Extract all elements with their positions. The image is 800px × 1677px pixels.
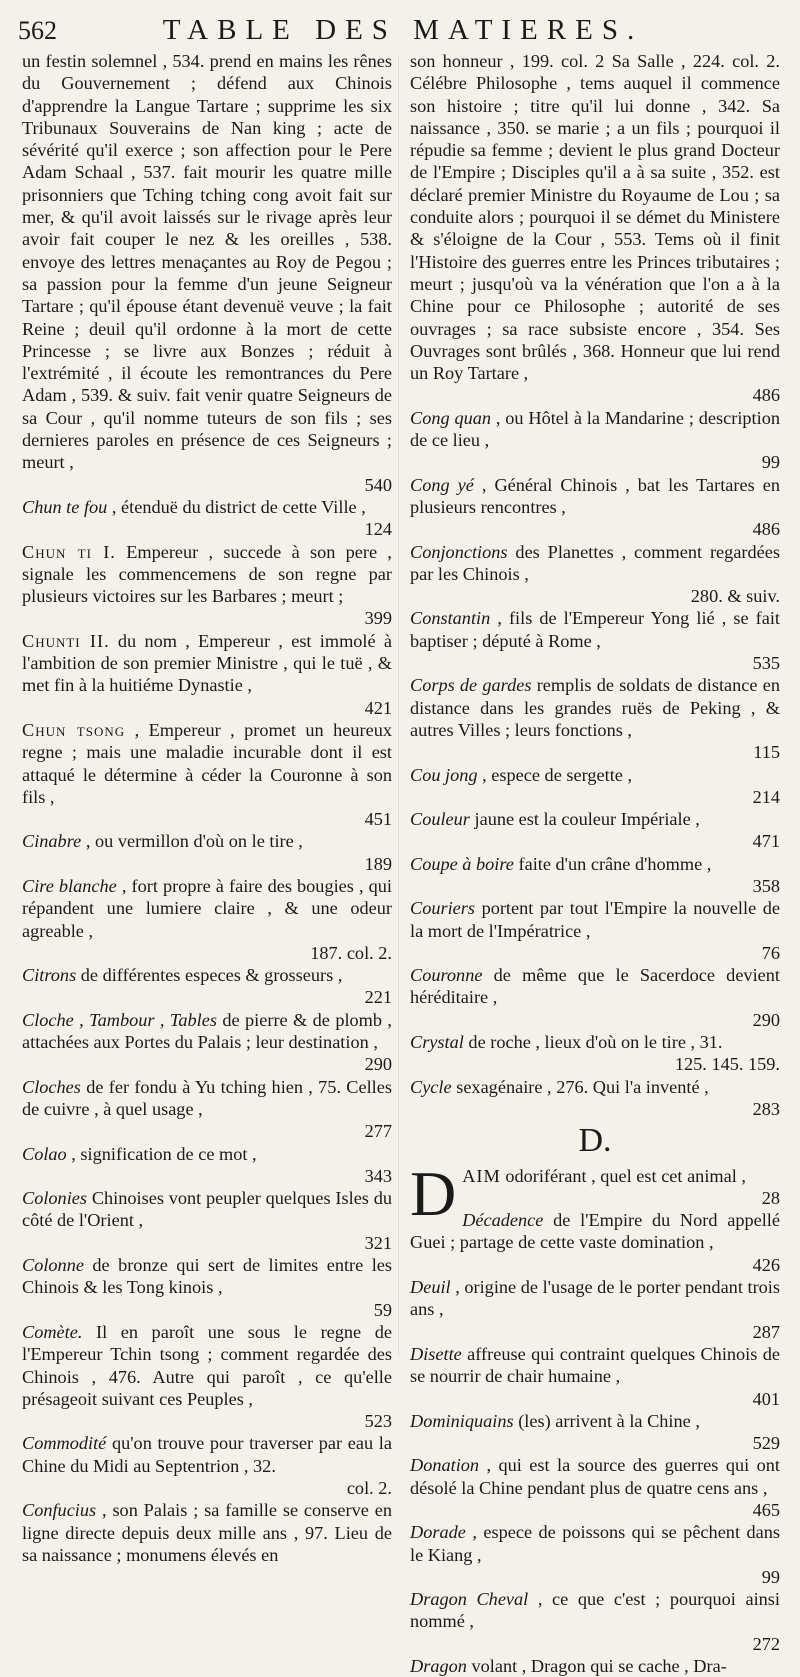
index-entry (22, 1254, 392, 1321)
index-entry (410, 897, 780, 964)
entry-text: affreuse qui contraint quelques Chinois de se nourrir de chair humaine , (410, 1343, 780, 1387)
entry-headword: Cire blanche (22, 875, 117, 896)
entry-page-reference: 187. col. 2. (310, 942, 392, 963)
entry-text: de différentes especes & grosseurs , (80, 965, 343, 986)
entry-page-reference: 221 (364, 987, 392, 1008)
entry-headword: Disette (410, 1343, 462, 1364)
index-entry (410, 541, 780, 608)
entry-page-reference: 287 (752, 1321, 780, 1342)
index-entry (410, 1276, 780, 1343)
entry-headword: Cloches (22, 1076, 81, 1097)
entry-headword: Cou jong (410, 764, 478, 785)
index-entry (22, 830, 392, 875)
index-entry (410, 1655, 780, 1677)
index-entry (410, 607, 780, 674)
entry-headword: Corps de gardes (410, 675, 532, 696)
entry-headword: Chun tsong (22, 719, 126, 740)
entry-page-reference: 465 (752, 1500, 780, 1520)
entry-headword: Colonne (22, 1255, 84, 1276)
entry-headword: AIM (462, 1165, 501, 1186)
entry-text: , signification de ce mot , (71, 1143, 257, 1164)
entry-headword: Confucius (22, 1500, 97, 1521)
page-header (18, 14, 788, 54)
index-entry (410, 474, 780, 541)
entry-page-reference: 358 (752, 875, 780, 896)
entry-text: , Général Chinois , bat les Tartares en plusieurs rencontres , (410, 474, 780, 517)
index-entry (410, 50, 780, 407)
index-entry (22, 1009, 392, 1076)
entry-headword: Crystal (410, 1032, 464, 1053)
index-entry (410, 853, 780, 898)
entry-headword: Couronne (410, 965, 483, 986)
index-entry (410, 1209, 780, 1276)
entry-page-reference: 59 (373, 1299, 392, 1320)
index-entry (22, 496, 392, 541)
entry-headword: Colonies (22, 1188, 88, 1209)
entry-text: un festin solemnel , 534. prend en mains les rênes du Gouvernement ; défend aux Chinois d'apprendre la Langue Tartare ; supprime les six Tribunaux Souverains de Nan king ; acte de sévérité qu'il exerce ; son affection pour le Pere Adam Schaal , 537. fait mourir les quatre mille prisonniers que Tching tching cong avoit fait sur mer, & qu'il avoit laissés sur le rivage après leur avoir fait couper le nez & les oreilles , 538. envoye des lettres menaçantes au Roy de Pegou ; sa passion pour la femme d'un jeune Seigneur Tartare ; qu'il épouse étant devenuë veuve ; la fait Reine ; deuil qu'il ordonne à la mort de cette Princesse ; se livre aux Bonzes ; réduit à l'extrémité , il écoute les remontrances du Pere Adam , 539. & suiv. fait venir quatre Seigneurs de sa Cour , qu'il nomme tuteurs de son fils ; ses dernieres paroles en présence de ces Seigneurs ; meurt , (22, 51, 392, 473)
index-entry (22, 719, 392, 830)
entry-page-reference: 426 (752, 1254, 780, 1275)
index-entry (22, 875, 392, 964)
entry-page-reference: 343 (364, 1165, 392, 1186)
index-entry (410, 674, 780, 763)
entry-page-reference: 523 (364, 1411, 392, 1432)
left-column (22, 50, 392, 1566)
entry-headword: Cloche , Tambour , Tables (22, 1009, 217, 1030)
entry-headword: Dragon Cheval (410, 1589, 529, 1610)
entry-page-reference: 535 (752, 653, 780, 674)
index-entry (410, 407, 780, 474)
entry-page-reference: 124 (364, 519, 392, 540)
entry-text: portent par tout l'Empire la nouvelle de la mort de l'Impératrice , (410, 898, 780, 941)
entry-page-reference: 321 (364, 1232, 392, 1253)
entry-page-reference: 214 (752, 786, 780, 807)
entry-headword: Citrons (22, 965, 77, 986)
index-entry (410, 1588, 780, 1655)
entry-headword: Comète. (22, 1321, 83, 1342)
index-entry (410, 1076, 780, 1121)
entry-text: faite d'un crâne d'homme , (518, 853, 712, 874)
entry-text: Il en paroît une sous le regne de l'Empereur Tchin tsong ; comment regardée des Chinois , 476. Autre qui paroît , ce qu'elle présageoit suivant ces Peuples , (22, 1321, 392, 1409)
entry-headword: Décadence (462, 1210, 544, 1231)
entry-text: de fer fondu à Yu tching hien , 75. Celles de cuivre , à quel usage , (22, 1076, 392, 1119)
entry-page-reference: 277 (364, 1121, 392, 1142)
entry-headword: Conjonctions (410, 541, 508, 562)
right-column-d-entries (410, 1157, 780, 1677)
entry-text: sexagénaire , 276. Qui l'a inventé , (456, 1076, 709, 1097)
entry-headword: Chun ti I. (22, 541, 116, 562)
entry-headword: Constantin (410, 608, 491, 629)
entry-headword: Cinabre (22, 831, 82, 852)
index-entry (410, 1410, 780, 1455)
entry-text: son honneur , 199. col. 2 Sa Salle , 224. col. 2. Célébre Philosophe , tems auquel il commence son histoire ; titre qu'il lui donne , 342. Sa naissance , 350. se marie ; a un fils ; pourquoi il répudie sa femme ; devient le plus grand Docteur de l'Empire ; Disciples qu'il a à sa suite , 352. est déclaré premier Ministre du Royaume de Lou ; sa conduite alors ; pourquoi il se démet du Ministere & s'éloigne de la Cour , 553. Tems où il finit l'Histoire des guerres entre les Princes tributaires ; meurt ; jusqu'où va la vénération que l'on a à la Chine pour ce Philosophe ; autorité de ses ouvrages ; sa race subsiste encore , 354. Ses Ouvrages sont brûlés , 368. Honneur que lui rend un Roy Tartare , (410, 51, 780, 384)
entry-headword: Cong quan (410, 407, 492, 428)
entry-page-reference: col. 2. (346, 1478, 392, 1498)
drop-cap-letter: D (410, 1157, 457, 1229)
index-entry (410, 964, 780, 1031)
index-entry (22, 1076, 392, 1143)
index-entry (410, 1521, 780, 1588)
entry-headword: Chunti II. (22, 630, 110, 651)
entry-text: des Planettes , comment regardées par les Chinois , (410, 541, 780, 584)
entry-text: odoriférant , quel est cet animal , (505, 1165, 746, 1186)
entry-page-reference: 540 (364, 474, 392, 495)
page-number: 562 (18, 16, 57, 45)
index-entry (22, 541, 392, 630)
entry-text: jaune est la couleur Impériale , (474, 809, 700, 830)
right-column (410, 50, 780, 1677)
index-entry (22, 964, 392, 1009)
entry-page-reference: 115 (753, 742, 780, 763)
entry-text: , espece de poissons qui se pêchent dans le Kiang , (410, 1522, 780, 1565)
index-entry (410, 1031, 780, 1076)
entry-headword: Dragon (410, 1656, 467, 1677)
entry-page-reference: 280. & suiv. (690, 586, 780, 607)
entry-page-reference: 283 (752, 1098, 780, 1119)
entry-page-reference: 486 (752, 385, 780, 406)
entry-text: , fils de l'Empereur Yong lié , se fait baptiser ; député à Rome , (410, 608, 780, 651)
entry-text: de même que le Sacerdoce devient héréditaire , (410, 965, 780, 1008)
entry-page-reference: 28 (761, 1187, 780, 1208)
entry-headword: Cycle (410, 1076, 452, 1097)
entry-text: , ce que c'est ; pourquoi ainsi nommé , (410, 1589, 780, 1632)
entry-headword: Dorade (410, 1522, 466, 1543)
entry-page-reference: 529 (752, 1433, 780, 1454)
index-entry (22, 630, 392, 719)
entry-headword: Colao (22, 1143, 67, 1164)
index-entry (410, 1454, 780, 1521)
entry-text: Chinoises vont peupler quelques Isles du côté de l'Orient , (22, 1188, 392, 1231)
entry-page-reference: 76 (761, 942, 780, 963)
index-entry (22, 1143, 392, 1188)
entry-text: , fort propre à faire des bougies , qui répandent une lumiere claire , & une odeur agreable , (22, 875, 392, 941)
entry-headword: Deuil (410, 1277, 451, 1298)
index-entry (410, 1343, 780, 1410)
entry-headword: Cong yé (410, 474, 474, 495)
entry-text: , étenduë du district de cette Ville , (111, 496, 366, 517)
entry-headword: Dominiquains (410, 1410, 514, 1431)
entry-text: du nom , Empereur , est immolé à l'ambition de son premier Ministre , qui le tuë , & met fin à la huitiéme Dynastie , (22, 630, 392, 696)
running-title: TABLE DES MATIERES. (162, 14, 644, 46)
entry-page-reference: 125. 145. 159. (674, 1054, 780, 1075)
entry-page-reference: 99 (761, 1566, 780, 1587)
entry-text: remplis de soldats de distance en distance dans les grandes ruës de Peking , & autres Villes ; leurs fonctions , (410, 675, 780, 740)
entry-text: qu'on trouve pour traverser par eau la Chine du Midi au Septentrion , 32. (22, 1433, 392, 1476)
entry-text: , son Palais ; sa famille se conserve en ligne directe depuis deux mille ans , 97. Lieu de sa naissance ; monumens élevés en (22, 1500, 392, 1565)
entry-headword: Chun te fou (22, 496, 108, 517)
section-letter-d: D. (578, 1122, 612, 1160)
entry-page-reference: 290 (752, 1009, 780, 1030)
index-entry (22, 1321, 392, 1432)
entry-text: , espece de sergette , (482, 764, 633, 785)
index-entry (410, 808, 780, 853)
entry-text: , Empereur , promet un heureux regne ; mais une maladie incurable dont il est attaqué le détermine à céder la Couronne à son fils , (22, 719, 393, 807)
entry-headword: Coupe à boire (410, 853, 514, 874)
index-entry (22, 1187, 392, 1254)
entry-text: (les) arrivent à la Chine , (518, 1410, 700, 1431)
index-entry (22, 50, 392, 496)
entry-page-reference: 401 (752, 1388, 780, 1409)
entry-text: , qui est la source des guerres qui ont désolé la Chine pendant plus de quatre cens ans , (410, 1455, 780, 1498)
entry-text: Empereur , succede à son pere , signale les commencemens de son regne par plusieurs victoires sur les Barbares ; meurt ; (22, 541, 392, 607)
entry-text: de roche , lieux d'où on le tire , 31. (468, 1032, 723, 1053)
entry-headword: Couleur (410, 809, 470, 830)
entry-page-reference: 421 (364, 697, 392, 718)
entry-headword: Commodité (22, 1433, 107, 1454)
entry-text: , origine de l'usage de le porter pendant trois ans , (410, 1277, 780, 1320)
entry-page-reference: 451 (364, 809, 392, 830)
index-entry (22, 1499, 392, 1566)
entry-text: de pierre & de plomb , attachées aux Portes du Palais ; leur destination , (22, 1009, 393, 1053)
entry-text: de bronze qui sert de limites entre les Chinois & les Tong kinois , (22, 1255, 392, 1298)
entry-page-reference: 290 (364, 1054, 392, 1075)
entry-page-reference: 189 (364, 853, 392, 874)
right-column-c-entries (410, 50, 780, 1120)
entry-page-reference: 399 (364, 608, 392, 629)
index-entry (22, 1432, 392, 1499)
entry-page-reference: 272 (752, 1633, 780, 1654)
entry-headword: Donation (410, 1455, 480, 1476)
entry-text: de l'Empire du Nord appellé Guei ; partage de cette vaste domination , (410, 1210, 780, 1253)
entry-headword: Couriers (410, 898, 476, 919)
entry-page-reference: 471 (752, 831, 780, 852)
entry-text: , ou Hôtel à la Mandarine ; description de ce lieu , (410, 407, 780, 451)
entry-text: volant , Dragon qui se cache , Dra- (471, 1656, 727, 1677)
column-divider (398, 56, 399, 1356)
entry-page-reference: 99 (761, 452, 780, 473)
index-entry (410, 764, 780, 809)
entry-page-reference: 486 (752, 519, 780, 540)
entry-text: , ou vermillon d'où on le tire , (85, 831, 303, 852)
